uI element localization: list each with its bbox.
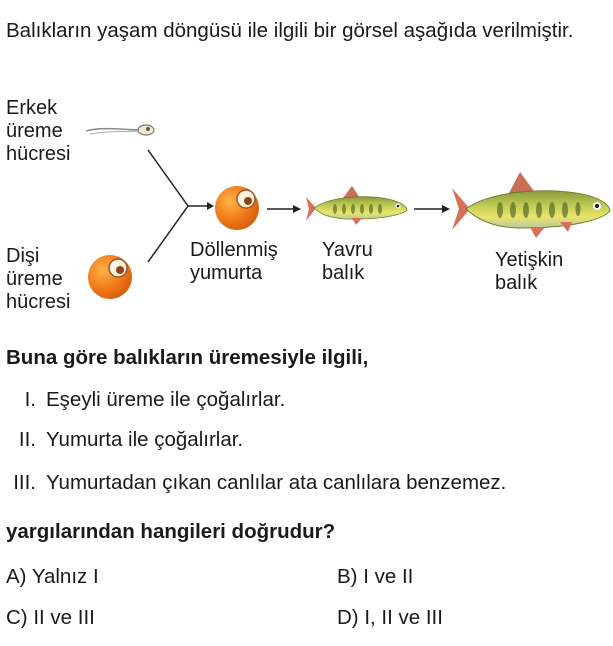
- adult-fish-icon: [452, 172, 610, 238]
- intro-text: Balıkların yaşam döngüsü ile ilgili bir görsel aşağıda verilmiştir.: [6, 19, 574, 42]
- statement-3: III. Yumurtadan çıkan canlılar ata canlılara benzemez.: [13, 471, 507, 494]
- fertilized-egg-icon: [215, 186, 259, 230]
- option-c[interactable]: C) II ve III: [6, 606, 95, 629]
- question-prompt: yargılarından hangileri doğrudur?: [6, 520, 336, 543]
- female-egg-cell-icon: [88, 255, 132, 299]
- fertilized-egg-label: Döllenmiş yumurta: [190, 239, 278, 284]
- male-gamete-label: Erkek üreme hücresi: [6, 97, 71, 165]
- statement-1: I. Eşeyli üreme ile çoğalırlar.: [24, 388, 286, 411]
- option-d[interactable]: D) I, II ve III: [337, 606, 443, 629]
- female-gamete-label: Dişi üreme hücresi: [6, 245, 71, 313]
- young-fish-label: Yavru balık: [322, 239, 373, 284]
- option-b[interactable]: B) I ve II: [337, 565, 414, 588]
- young-fish-icon: [306, 186, 407, 225]
- question-stem: Buna göre balıkların üremesiyle ilgili,: [6, 346, 369, 369]
- merge-lines: [148, 150, 188, 262]
- statement-2: II. Yumurta ile çoğalırlar.: [18, 428, 244, 451]
- option-a[interactable]: A) Yalnız I: [6, 565, 99, 588]
- adult-fish-label: Yetişkin balık: [495, 249, 564, 294]
- sperm-cell-icon: [86, 125, 154, 135]
